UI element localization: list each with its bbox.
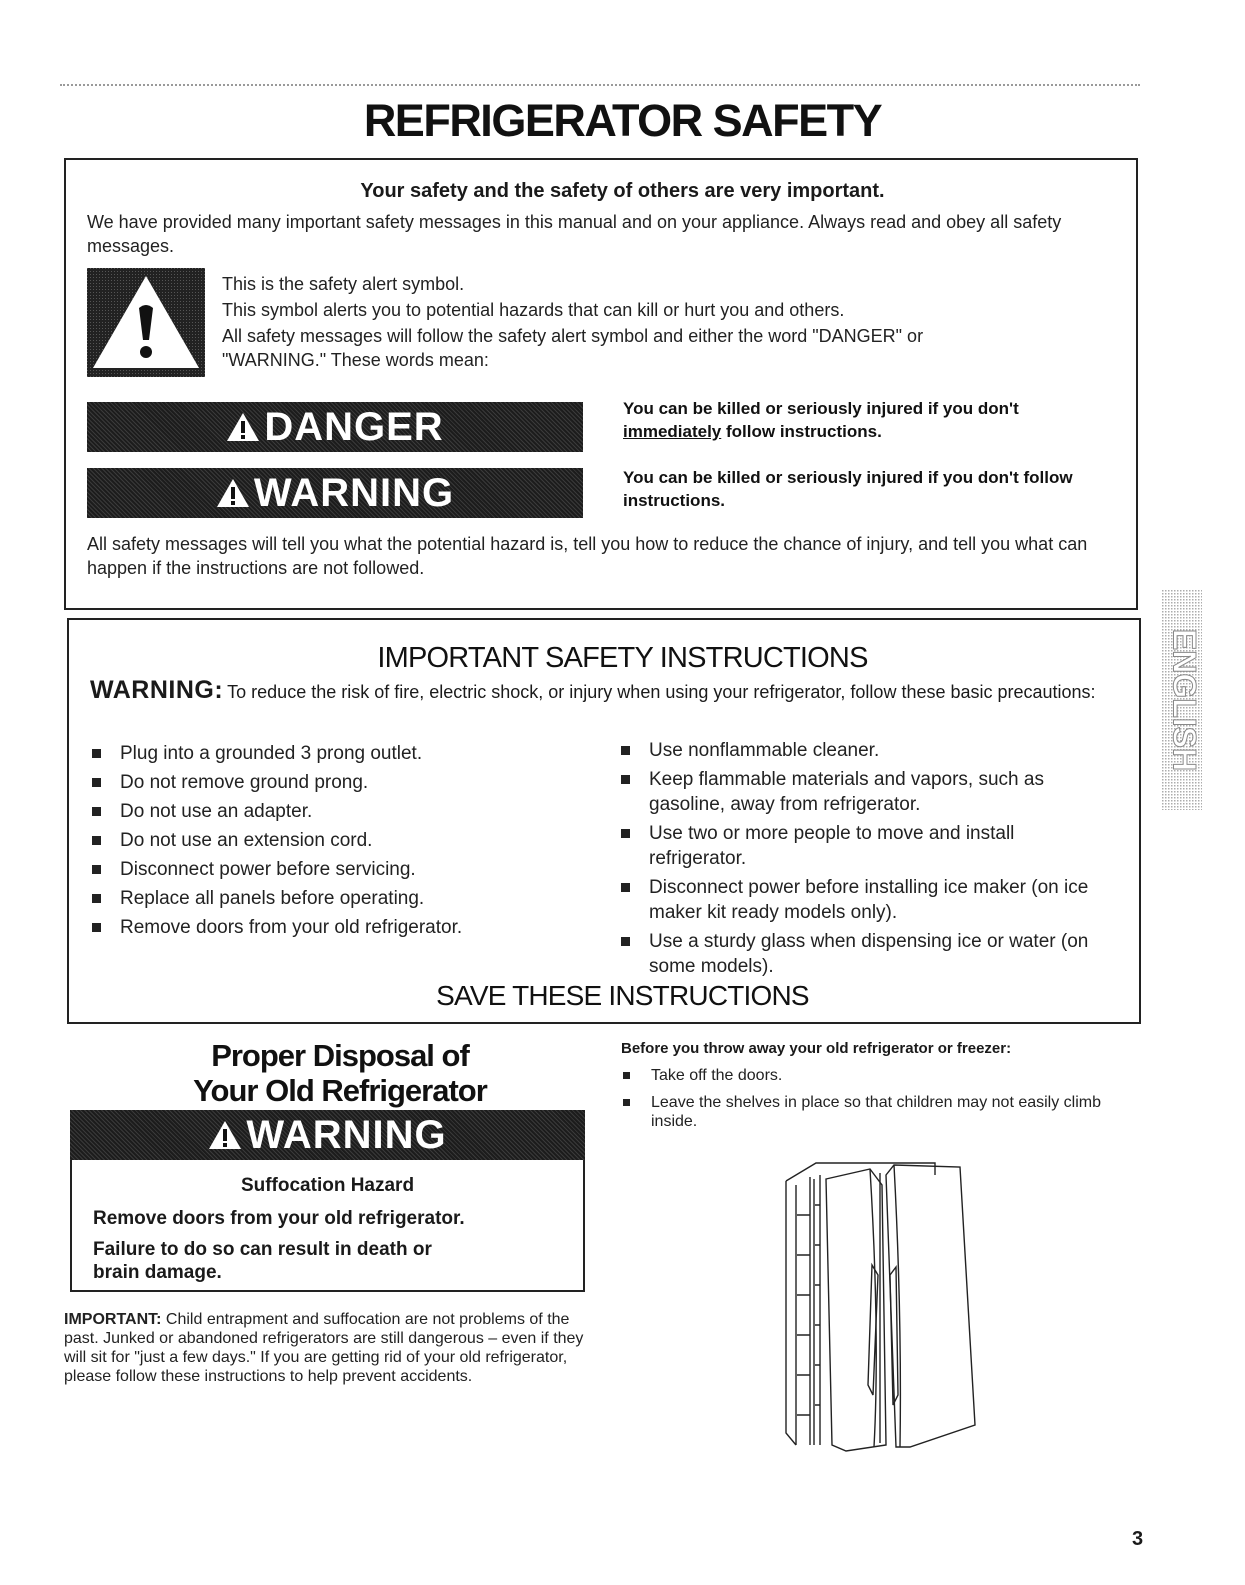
list-item: Leave the shelves in place so that children may not easily climb inside. [621, 1093, 1121, 1131]
list-item: Use a sturdy glass when dispensing ice or water (on some models). [619, 929, 1089, 979]
danger-description: You can be killed or seriously injured if you don't immediately follow instructions. [623, 399, 1019, 441]
list-item: Do not remove ground prong. [90, 770, 590, 795]
hazard-heading: Suffocation Hazard [240, 1175, 415, 1196]
list-item: Keep flammable materials and vapors, such as gasoline, away from refrigerator. [619, 767, 1089, 817]
warning-banner [87, 468, 583, 518]
top-rule [60, 84, 1140, 86]
alert-triangle-icon [208, 1119, 242, 1151]
instructions-title: IMPORTANT SAFETY INSTRUCTIONS [377, 642, 868, 674]
alert-line-1: This is the safety alert symbol. [222, 274, 465, 294]
list-item: Remove doors from your old refrigerator. [90, 915, 590, 940]
warning-description: You can be killed or seriously injured if you don't follow instructions. [623, 468, 1073, 510]
list-item: Do not use an extension cord. [90, 828, 590, 853]
page-title: REFRIGERATOR SAFETY [363, 95, 882, 146]
hazard-line-1: Remove doors from your old refrigerator. [93, 1208, 465, 1229]
hazard-line-2: Failure to do so can result in death or brain damage. [93, 1239, 432, 1283]
list-item: Use nonflammable cleaner. [619, 738, 1089, 763]
side-tab-label: ENGLISH [1166, 628, 1202, 772]
important-text: Child entrapment and suffocation are not problems of the past. Junked or abandoned refrigerators are still dangerous – even if they will sit for "just a few days." If you are getting rid of your old refrigerator, please follow these instructions to help prevent accidents. [64, 1311, 584, 1385]
alert-triangle-icon [216, 477, 250, 509]
language-tab [1162, 590, 1202, 810]
list-item: Replace all panels before operating. [90, 886, 590, 911]
alert-triangle-icon [226, 411, 260, 443]
important-label: IMPORTANT: [64, 1311, 162, 1328]
list-item: Use two or more people to move and install refrigerator. [619, 821, 1089, 871]
refrigerator-illustration [770, 1155, 985, 1455]
danger-banner [87, 402, 583, 452]
list-item: Plug into a grounded 3 prong outlet. [90, 741, 590, 766]
list-item: Disconnect power before servicing. [90, 857, 590, 882]
list-item: Take off the doors. [621, 1066, 1121, 1085]
danger-label: DANGER [264, 404, 444, 449]
suffocation-warning-banner [70, 1110, 585, 1160]
intro-paragraph: We have provided many important safety messages in this manual and on your appliance. Always read and obey all safety messages. [87, 212, 1062, 256]
before-heading: Before you throw away your old refrigerator or freezer: [621, 1040, 1012, 1057]
instructions-warning [90, 678, 1130, 705]
safety-alert-symbol-icon [87, 268, 205, 377]
warning-text: To reduce the risk of fire, electric shock, or injury when using your refrigerator, follow these basic precautions: [227, 682, 1096, 702]
alert-line-2: This symbol alerts you to potential hazards that can kill or hurt you and others. [222, 300, 845, 320]
intro-closing: All safety messages will tell you what the potential hazard is, tell you how to reduce the chance of injury, and tell you what can happen if the instructions are not followed. [87, 534, 1088, 578]
intro-heading: Your safety and the safety of others are very important. [360, 180, 885, 202]
save-instructions-title: SAVE THESE INSTRUCTIONS [436, 980, 809, 1011]
page-number: 3 [1132, 1528, 1144, 1550]
warning-word: WARNING: [90, 676, 224, 704]
list-item: Do not use an adapter. [90, 799, 590, 824]
left-instruction-list [90, 741, 590, 940]
disposal-title: Proper Disposal of Your Old Refrigerator [193, 1038, 487, 1108]
list-item: Disconnect power before installing ice maker (on ice maker kit ready models only). [619, 875, 1089, 925]
before-list [621, 1066, 1121, 1131]
suffocation-warning-label: WARNING [246, 1112, 447, 1157]
important-paragraph [64, 1310, 604, 1386]
alert-line-3: All safety messages will follow the safety alert symbol and either the word "DANGER" or "WARNING." These words mean: [222, 326, 924, 370]
right-instruction-list [619, 738, 1089, 979]
warning-label: WARNING [253, 470, 455, 515]
